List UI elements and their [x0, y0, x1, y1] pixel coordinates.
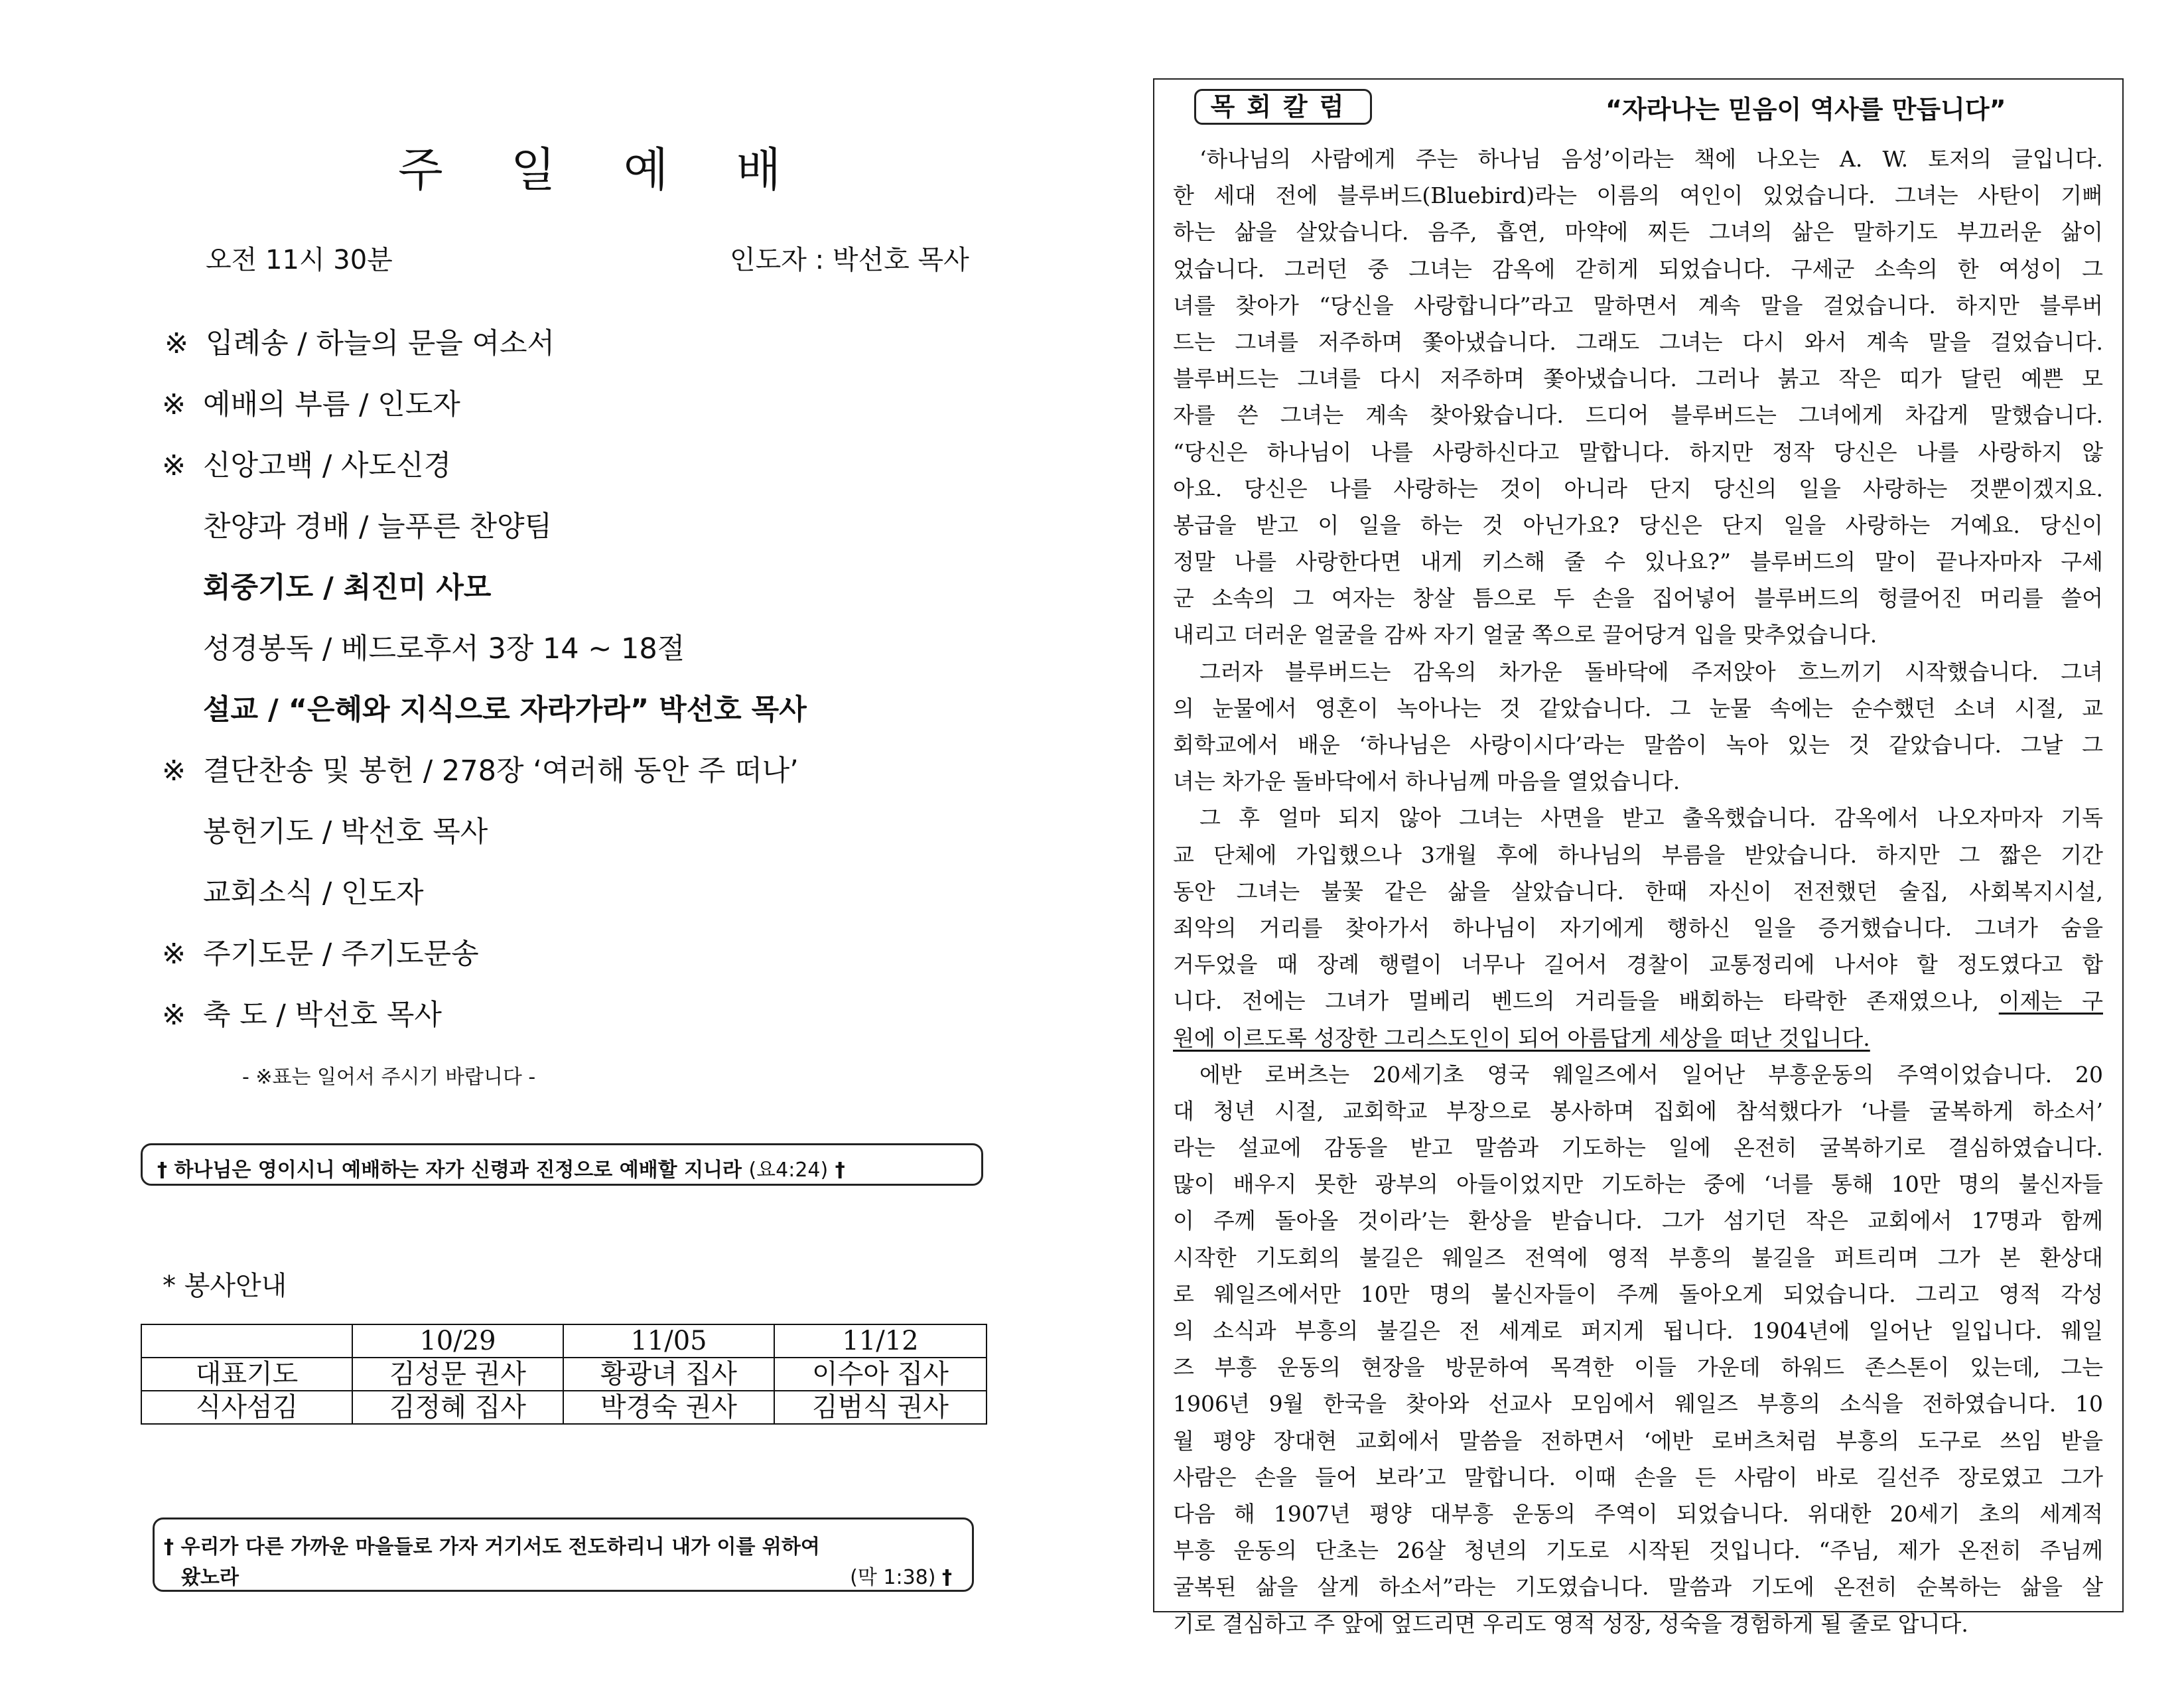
column-line: “당신은 하나님이 나를 사랑하신다고 말합니다. 하지만 정작 당신은 나를 사랑하지 않 [1173, 439, 2103, 465]
table-cell-role: 식사섬김 [141, 1391, 352, 1424]
column-line: 회학교에서 배운 ‘하나님은 사랑이시다’라는 말씀이 녹아 있는 것 같았습니다. 그날 그 [1173, 732, 2103, 758]
column-line: 녀를 찾아가 “당신을 사랑합니다”라고 말하면서 계속 말을 걸었습니다. 하지만 블루버 [1173, 292, 2103, 318]
table-cell: 김범식 권사 [774, 1391, 987, 1424]
service-guide-title: * 봉사안내 [163, 1271, 287, 1301]
order-item-text: 결단찬송 및 봉헌 / 278장 ‘여러해 동안 주 떠나’ [203, 754, 799, 788]
order-item-text: 봉헌기도 / 박선호 목사 [203, 815, 488, 849]
column-line: 굴복된 삶을 살게 하소서”라는 기도였습니다. 말씀과 기도에 온전히 순복하는 삶을 살 [1173, 1574, 2103, 1600]
column-line: 월 평양 장대현 교회에서 말씀을 전하면서 ‘에반 로버츠처럼 부흥의 도구로 쓰임 받을 [1173, 1427, 2103, 1454]
column-line: 그 후 얼마 되지 않아 그녀는 사면을 받고 출옥했습니다. 감옥에서 나오자마자 기독 [1199, 805, 2103, 831]
table-header-cell: 11/12 [774, 1324, 987, 1358]
standing-mark: ※ [162, 449, 186, 482]
verse-line-1: † 우리가 다른 가까운 마을들로 가자 거기서도 전도하리니 내가 이를 위하여 [164, 1535, 820, 1559]
order-item [162, 751, 799, 791]
column-title: “자라나는 믿음이 역사를 만듭니다” [1605, 95, 2006, 124]
column-line: 그러자 블루버드는 감옥의 차가운 돌바닥에 주저앉아 흐느끼기 시작했습니다. 그녀 [1199, 658, 2103, 685]
table-header-row [141, 1324, 987, 1358]
scripture-verse [157, 1153, 845, 1182]
standing-mark: ※ [162, 754, 186, 788]
standing-mark: ※ [162, 999, 186, 1032]
standing-mark: ※ [162, 388, 186, 421]
column-line: 많이 배우지 못한 광부의 아들이었지만 기도하는 중에 ‘너를 통해 10만 명의 불신자들 [1173, 1171, 2103, 1198]
column-line: 대 청년 시절, 교회학교 부장으로 봉사하며 집회에 참석했다가 ‘나를 굴복하게 하소서’ [1173, 1097, 2103, 1124]
column-line: 교 단체에 가입했으나 3개월 후에 하나님의 부름을 받았습니다. 하지만 그 짧은 기간 [1173, 841, 2103, 868]
page-title: 주 일 예 배 [398, 143, 808, 197]
service-time: 오전 11시 30분 [206, 245, 393, 275]
column-line: 동안 그녀는 불꽃 같은 삶을 살았습니다. 한때 자신이 전전했던 술집, 사회복지시설, [1173, 878, 2103, 904]
verse-reference-text: (막 1:38) [850, 1566, 936, 1589]
order-item [165, 324, 555, 364]
column-line: 사람은 손을 들어 보라’고 말합니다. 이때 손을 든 사람이 바로 길선주 장로였고 그가 [1173, 1464, 2103, 1490]
table-header-cell [141, 1324, 352, 1358]
column-line: 내리고 더러운 얼굴을 감싸 자기 얼굴 쪽으로 끌어당겨 입을 맞추었습니다. [1173, 622, 1877, 648]
order-item-text: 성경봉독 / 베드로후서 3장 14 ~ 18절 [203, 632, 685, 666]
order-item-text: 신앙고백 / 사도신경 [203, 449, 452, 482]
scripture-verse-box [141, 1143, 983, 1186]
column-line: 군 소속의 그 여자는 창살 틈으로 두 손을 집어넣어 블루버드의 헝클어진 머리를 쓸어 [1173, 585, 2103, 612]
column-line: 1906년 9월 한국을 찾아와 선교사 모임에서 웨일즈 부흥의 소식을 전하였습니다. 10 [1173, 1391, 2103, 1417]
order-item [203, 873, 424, 913]
column-line: 에반 로버츠는 20세기초 영국 웨일즈에서 일어난 부흥운동의 주역이었습니다. 20 [1199, 1061, 2103, 1088]
scripture-verse-box-2 [153, 1517, 974, 1592]
table-cell: 김정혜 집사 [352, 1391, 563, 1424]
column-line: 정말 나를 사랑한다면 내게 키스해 줄 수 있나요?” 블루버드의 말이 끝나자마자 구세 [1173, 549, 2103, 575]
column-line: 의 소식과 부흥의 불길은 전 세계로 퍼지게 됩니다. 1904년에 일어난 일입니다. 웨일 [1173, 1318, 2103, 1344]
order-item-text: 찬양과 경배 / 늘푸른 찬양팀 [203, 510, 553, 543]
order-item [203, 690, 807, 730]
column-line: 드는 그녀를 저주하며 쫓아냈습니다. 그래도 그녀는 다시 와서 계속 말을 걸었습니다. [1173, 328, 2103, 355]
table-cell: 김성문 권사 [352, 1358, 563, 1391]
column-line: 니다. 전에는 그녀가 멀베리 벤드의 거리들을 배회하는 타락한 존재였으나, 이제는 구 [1173, 988, 2103, 1015]
order-item [203, 629, 685, 669]
column-line: 하는 삶을 살았습니다. 음주, 흡연, 마약에 찌든 그녀의 삶은 말하기도 부끄러운 삶이 [1173, 219, 2103, 246]
cross-icon: † [942, 1566, 952, 1589]
column-line: 죄악의 거리를 찾아가서 하나님이 자기에게 행하신 일을 증거했습니다. 그녀가 숨을 [1173, 914, 2103, 941]
table-cell-role: 대표기도 [141, 1358, 352, 1391]
column-line: 로 웨일즈에서만 10만 명의 불신자들이 주께 돌아오게 되었습니다. 그리고 영적 각성 [1173, 1281, 2103, 1307]
order-item-text: 설교 / “은혜와 지식으로 자라가라” 박선호 목사 [203, 693, 807, 727]
cross-icon: † [835, 1159, 845, 1182]
verse-reference [850, 1561, 952, 1590]
column-line: ‘하나님의 사람에게 주는 하나님 음성’이라는 책에 나오는 A. W. 토저의 글입니다. [1199, 146, 2103, 172]
column-line: 한 세대 전에 블루버드(Bluebird)라는 이름의 여인이 있었습니다. 그녀는 사탄이 기뻐 [1173, 182, 2103, 209]
order-item-text: 주기도문 / 주기도문송 [203, 938, 479, 971]
order-item [162, 385, 460, 425]
table-header-cell: 10/29 [352, 1324, 563, 1358]
table-cell: 황광녀 집사 [563, 1358, 774, 1391]
table-cell: 이수아 집사 [774, 1358, 987, 1391]
column-line: 었습니다. 그러던 중 그녀는 감옥에 갇히게 되었습니다. 구세군 소속의 한 여성이 그 [1173, 255, 2103, 282]
verse-reference: (요4:24) [748, 1159, 829, 1182]
column-line: 봉급을 받고 이 일을 하는 것 아닌가요? 당신은 단지 일을 사랑하는 거예요. 당신이 [1173, 512, 2103, 538]
service-table [141, 1324, 987, 1425]
standing-mark: ※ [162, 938, 186, 971]
table-row [141, 1391, 987, 1424]
order-item [203, 568, 491, 608]
order-item [162, 446, 452, 486]
pastor-column-page [1153, 78, 2124, 1637]
order-item-text: 교회소식 / 인도자 [203, 877, 424, 910]
worship-order-page [0, 0, 1061, 1692]
order-item-text: 축 도 / 박선호 목사 [203, 999, 442, 1032]
order-item-text: 입례송 / 하늘의 문을 여소서 [206, 327, 555, 360]
order-item [203, 812, 488, 852]
column-line: 녀는 차가운 돌바닥에서 하나님께 마음을 열었습니다. [1173, 768, 1680, 795]
column-line: 아요. 당신은 나를 사랑하는 것이 아니라 단지 당신의 일을 사랑하는 것뿐이겠지요. [1173, 475, 2103, 502]
column-line: 이 주께 돌아올 것이라’는 환상을 받습니다. 그가 섬기던 작은 교회에서 17명과 함께 [1173, 1208, 2103, 1234]
standing-mark: ※ [165, 327, 189, 360]
column-line: 거두었을 때 장례 행렬이 너무나 길어서 경찰이 교통정리에 나서야 할 정도였다고 합 [1173, 952, 2103, 978]
column-line: 라는 설교에 감동을 받고 말씀과 기도하는 일에 온전히 굴복하기로 결심하였습니다. [1173, 1135, 2103, 1161]
column-label: 목회칼럼 [1194, 89, 1372, 125]
column-line: 블루버드는 그녀를 다시 저주하며 쫓아냈습니다. 그러나 붉고 작은 띠가 달린 예쁜 모 [1173, 366, 2103, 392]
table-row [141, 1358, 987, 1391]
standing-note: - ※표는 일어서 주시기 바랍니다 - [242, 1066, 536, 1089]
order-item-text: 예배의 부름 / 인도자 [203, 388, 460, 421]
verse-text: † 하나님은 영이시니 예배하는 자가 신령과 진정으로 예배할 지니라 [157, 1159, 742, 1182]
service-leader: 인도자 : 박선호 목사 [730, 245, 969, 275]
order-item [203, 507, 552, 547]
column-line: 시작한 기도회의 불길은 웨일즈 전역에 영적 부흥의 불길을 퍼트리며 그가 본 환상대 [1173, 1244, 2103, 1271]
column-line: 원에 이르도록 성장한 그리스도인이 되어 아름답게 세상을 떠난 것입니다. [1173, 1024, 1870, 1051]
column-line: 기로 결심하고 주 앞에 엎드리면 우리도 영적 성장, 성숙을 경험하게 될 줄로 압니다. [1173, 1610, 1968, 1637]
order-item [162, 934, 479, 974]
verse-line-2: 왔노라 [181, 1566, 239, 1589]
column-line: 부흥 운동의 단초는 26살 청년의 기도로 시작된 것입니다. “주님, 제가 온전히 주님께 [1173, 1537, 2103, 1564]
table-header-cell: 11/05 [563, 1324, 774, 1358]
column-line: 다음 해 1907년 평양 대부흥 운동의 주역이 되었습니다. 위대한 20세기 초의 세계적 [1173, 1500, 2103, 1527]
column-line: 즈 부흥 운동의 현장을 방문하여 목격한 이들 가운데 하워드 존스톤이 있는데, 그는 [1173, 1354, 2103, 1381]
order-item-text: 회중기도 / 최진미 사모 [203, 571, 492, 604]
column-body [1173, 141, 2103, 1642]
table-cell: 박경숙 권사 [563, 1391, 774, 1424]
column-line: 의 눈물에서 영혼이 녹아나는 것 같았습니다. 그 눈물 속에는 순수했던 소녀 시절, 교 [1173, 695, 2103, 721]
column-line: 자를 쓴 그녀는 계속 찾아왔습니다. 드디어 블루버드는 그녀에게 차갑게 말했습니다. [1173, 402, 2103, 429]
order-item [162, 995, 442, 1035]
